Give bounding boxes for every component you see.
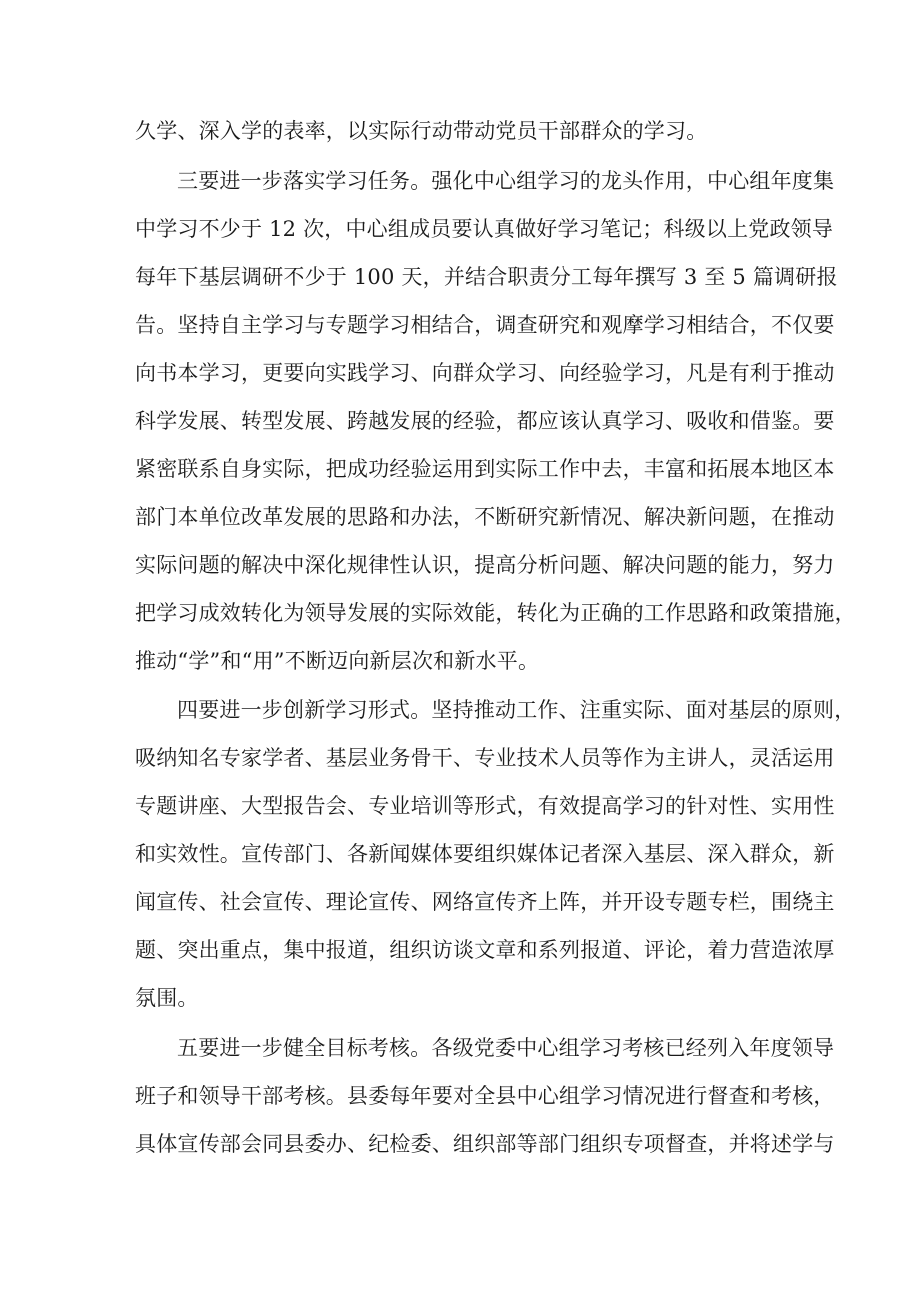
text-line: 闻宣传、社会宣传、理论宣传、网络宣传齐上阵，并开设专题专栏，围绕主 xyxy=(135,890,835,914)
text-line: 把学习成效转化为领导发展的实际效能，转化为正确的工作思路和政策措施， xyxy=(135,601,856,625)
text-line: 告。坚持自主学习与专题学习相结合，调查研究和观摩学习相结合，不仅要 xyxy=(135,313,835,337)
text-line: 题、突出重点，集中报道，组织访谈文章和系列报道、评论，着力营造浓厚 xyxy=(135,938,835,962)
text-line: 氛围。 xyxy=(135,986,199,1010)
text-line: 久学、深入学的表率，以实际行动带动党员干部群众的学习。 xyxy=(135,119,708,143)
text-line: 实际问题的解决中深化规律性认识，提高分析问题、解决问题的能力，努力 xyxy=(135,553,835,577)
text-line: 推动“学”和“用”不断迈向新层次和新水平。 xyxy=(135,649,540,673)
text-line: 吸纳知名专家学者、基层业务骨干、专业技术人员等作为主讲人，灵活运用 xyxy=(135,746,835,770)
text-line: 和实效性。宣传部门、各新闻媒体要组织媒体记者深入基层、深入群众，新 xyxy=(135,842,835,866)
text-line: 三要进一步落实学习任务。强化中心组学习的龙头作用，中心组年度集 xyxy=(177,169,835,193)
text-line: 部门本单位改革发展的思路和办法，不断研究新情况、解决新问题，在推动 xyxy=(135,505,835,529)
text-line: 专题讲座、大型报告会、专业培训等形式，有效提高学习的针对性、实用性 xyxy=(135,794,835,818)
text-line: 每年下基层调研不少于 100 天，并结合职责分工每年撰写 3 至 5 篇调研报 xyxy=(135,265,838,289)
text-line: 具体宣传部会同县委办、纪检委、组织部等部门组织专项督查，并将述学与 xyxy=(135,1132,835,1156)
text-line: 四要进一步创新学习形式。坚持推动工作、注重实际、面对基层的原则， xyxy=(177,698,856,722)
text-line: 五要进一步健全目标考核。各级党委中心组学习考核已经列入年度领导 xyxy=(177,1036,835,1060)
text-line: 班子和领导干部考核。县委每年要对全县中心组学习情况进行督查和考核， xyxy=(135,1084,835,1108)
text-line: 科学发展、转型发展、跨越发展的经验，都应该认真学习、吸收和借鉴。要 xyxy=(135,409,835,433)
text-line: 中学习不少于 12 次，中心组成员要认真做好学习笔记；科级以上党政领导 xyxy=(135,217,834,241)
text-line: 紧密联系自身实际，把成功经验运用到实际工作中去，丰富和拓展本地区本 xyxy=(135,457,835,481)
text-line: 向书本学习，更要向实践学习、向群众学习、向经验学习，凡是有利于推动 xyxy=(135,361,835,385)
